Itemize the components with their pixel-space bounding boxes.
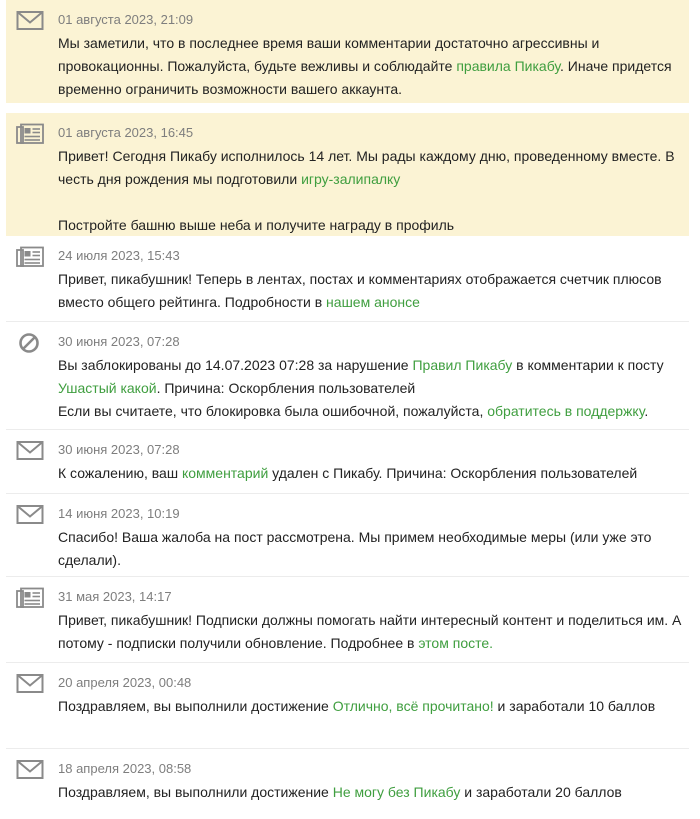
notification-item	[6, 236, 689, 322]
envelope-icon	[16, 673, 44, 695]
notification-text: Поздравляем, вы выполнили достижение Отлично, всё прочитано! и заработали 10 баллов	[58, 698, 656, 714]
notification-text: Мы заметили, что в последнее время ваши комментарии достаточно агрессивны и провокационны. Пожалуйста, будьте вежливы и соблюдайте правила Пикабу. Иначе придется временно ограничить возможности вашего аккаунта.	[58, 35, 672, 97]
support-link[interactable]: обратитесь в поддержку	[487, 403, 645, 419]
notification-date: 30 июня 2023, 07:28	[58, 442, 180, 457]
envelope-icon	[16, 10, 44, 32]
envelope-icon	[16, 440, 44, 462]
game-link[interactable]: игру-залипалку	[301, 171, 401, 187]
notification-item	[6, 322, 689, 430]
envelope-icon	[16, 759, 44, 781]
notification-date: 24 июля 2023, 15:43	[58, 248, 180, 263]
notification-date: 31 мая 2023, 14:17	[58, 589, 172, 604]
notification-item	[6, 494, 689, 577]
notification-text: Привет! Сегодня Пикабу исполнилось 14 лет. Мы рады каждому дню, проведенному вместе. В честь дня рождения мы подготовили игру-залипалку Постройте башню выше неба и получите награду в профиль	[58, 148, 675, 233]
notification-date: 18 апреля 2023, 08:58	[58, 761, 192, 776]
notification-text: К сожалению, ваш комментарий удален с Пикабу. Причина: Оскорбления пользователей	[58, 465, 638, 481]
notification-item	[6, 0, 689, 103]
notification-text: Привет, пикабушник! Подписки должны помогать найти интересный контент и поделиться им. А потому - подписки получили обновление. Подробнее в этом посте.	[58, 612, 682, 651]
notification-item	[6, 113, 689, 236]
pikabu-rules-link[interactable]: Правил Пикабу	[412, 357, 513, 373]
newspaper-icon	[16, 587, 44, 609]
notification-date: 01 августа 2023, 16:45	[58, 125, 194, 140]
announcement-link[interactable]: нашем анонсе	[326, 294, 420, 310]
comment-link[interactable]: комментарий	[181, 465, 269, 481]
notification-text: Вы заблокированы до 14.07.2023 07:28 за нарушение Правил Пикабу в комментарии к посту Ушастый какой. Причина: Оскорбления пользователей Если вы считаете, что блокировка была ошибочной, пожалуйста, обратитесь в поддержку.	[58, 357, 664, 419]
notification-date: 01 августа 2023, 21:09	[58, 12, 194, 27]
post-link[interactable]: этом посте.	[418, 635, 494, 651]
notification-text: Привет, пикабушник! Теперь в лентах, постах и комментариях отображается счетчик плюсов вместо общего рейтинга. Подробности в нашем анонсе	[58, 271, 662, 310]
notification-date: 30 июня 2023, 07:28	[58, 334, 180, 349]
post-link[interactable]: Ушастый какой	[58, 380, 157, 396]
notification-text: Поздравляем, вы выполнили достижение Не могу без Пикабу и заработали 20 баллов	[58, 784, 622, 800]
envelope-icon	[16, 504, 44, 526]
achievement-link[interactable]: Отлично, всё прочитано!	[332, 698, 494, 714]
notification-item	[6, 430, 689, 494]
notification-item	[6, 663, 689, 749]
achievement-link[interactable]: Не могу без Пикабу	[332, 784, 461, 800]
notification-item	[6, 749, 689, 819]
separator	[0, 103, 700, 113]
notification-date: 20 апреля 2023, 00:48	[58, 675, 192, 690]
notification-text: Спасибо! Ваша жалоба на пост рассмотрена. Мы примем необходимые меры (или уже это сделали).	[58, 529, 652, 568]
ban-icon	[16, 332, 44, 354]
notification-date: 14 июня 2023, 10:19	[58, 506, 180, 521]
newspaper-icon	[16, 123, 44, 145]
pikabu-rules-link[interactable]: правила Пикабу	[456, 58, 561, 74]
notification-item	[6, 577, 689, 663]
newspaper-icon	[16, 246, 44, 268]
